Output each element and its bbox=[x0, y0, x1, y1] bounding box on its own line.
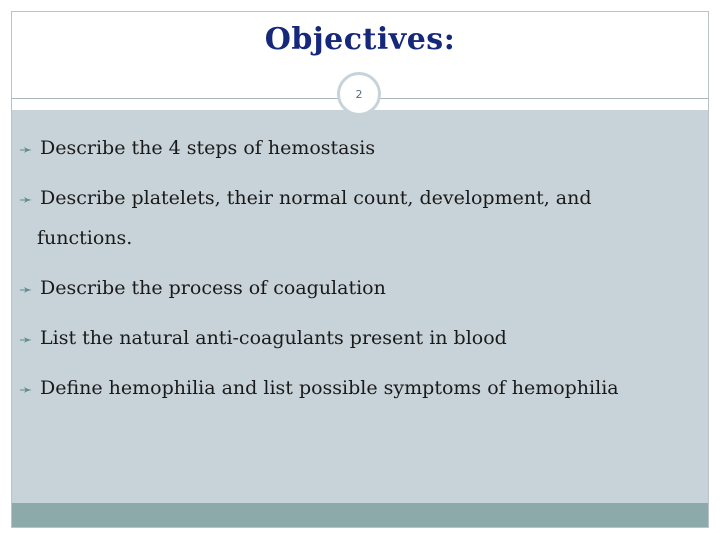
slide-title: Objectives: bbox=[264, 22, 456, 57]
bullet-text: Describe the 4 steps of hemostasis bbox=[40, 137, 376, 159]
bullet-text: Define hemophilia and list possible symptoms of hemophilia bbox=[40, 377, 619, 399]
bullet-text: Describe platelets, their normal count, development, and bbox=[40, 187, 592, 209]
bullet-arrow-icon: ➛ bbox=[19, 140, 33, 159]
objectives-list bbox=[12, 136, 682, 426]
list-item bbox=[12, 136, 682, 161]
footer-bar bbox=[12, 503, 708, 527]
bullet-text-continued: functions. bbox=[37, 227, 133, 249]
bullet-text: Describe the process of coagulation bbox=[40, 277, 386, 299]
bullet-arrow-icon: ➛ bbox=[19, 190, 33, 209]
list-item bbox=[12, 276, 682, 301]
list-item bbox=[12, 376, 682, 401]
page-number: 2 bbox=[355, 87, 363, 101]
bullet-arrow-icon: ➛ bbox=[19, 280, 33, 299]
bullet-arrow-icon: ➛ bbox=[19, 380, 33, 399]
list-item bbox=[12, 186, 682, 251]
list-item bbox=[12, 326, 682, 351]
bullet-text: List the natural anti-coagulants present in blood bbox=[40, 327, 507, 349]
bullet-arrow-icon: ➛ bbox=[19, 330, 33, 349]
page-number-badge bbox=[337, 72, 381, 116]
